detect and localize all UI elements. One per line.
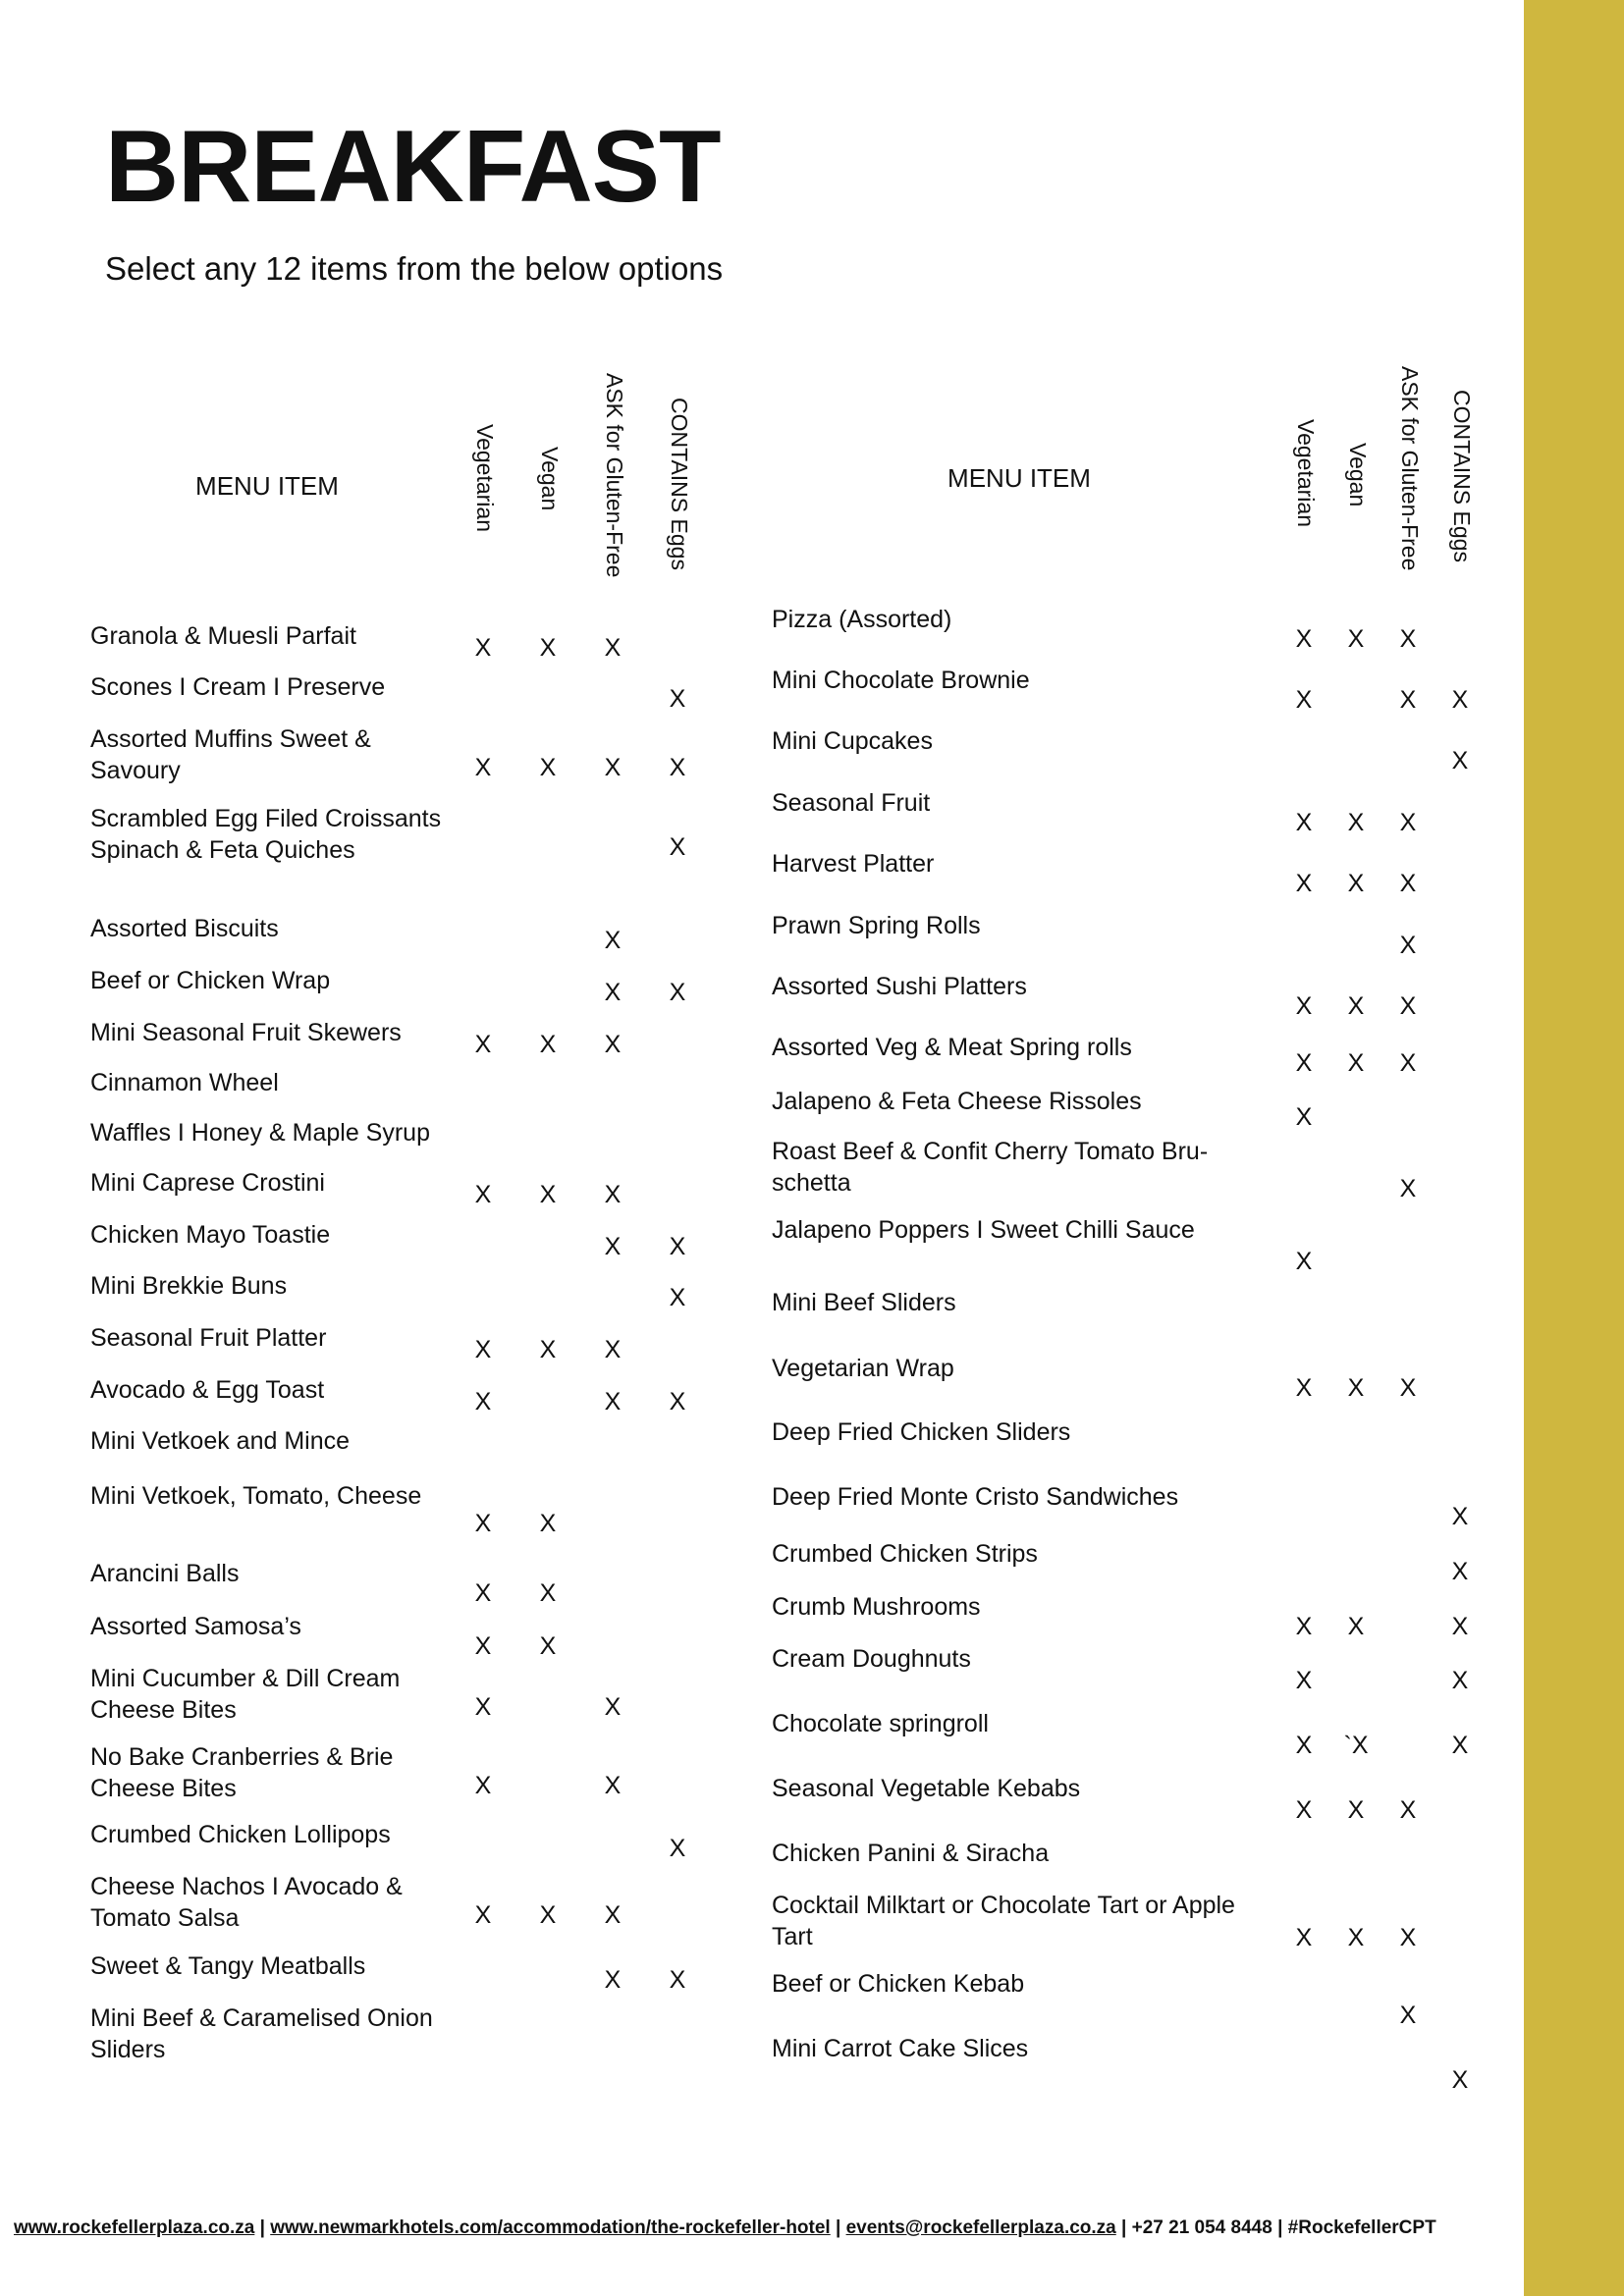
gluten-free-mark: X [1399,1049,1417,1077]
vegetarian-mark: X [474,1336,492,1363]
vegetarian-column-header: Vegetarian [1293,419,1319,527]
menu-item-name: Seasonal Fruit [772,789,931,817]
menu-item-name: Chicken Mayo Toastie [90,1221,331,1249]
contains-eggs-mark: X [669,685,686,713]
gluten-free-mark: X [604,1031,622,1058]
gluten-free-mark: X [1399,2002,1417,2029]
menu-item-name: Beef or Chicken Kebab [772,1970,1025,1998]
gluten-free-mark: X [604,927,622,954]
phone-number: +27 21 054 8448 [1131,2217,1272,2238]
contains-eggs-mark: X [1451,686,1469,714]
gluten-free-mark: X [604,1233,622,1260]
vegetarian-column-header: Vegetarian [472,424,498,532]
menu-item-name: Jalapeno Poppers I Sweet Chilli Sauce [772,1216,1195,1244]
vegan-mark: X [539,1901,557,1929]
contains-eggs-mark: X [669,1284,686,1311]
newmark-link[interactable]: www.newmarkhotels.com/accommodation/the-rockefeller-hotel [270,2217,831,2238]
menu-item-name: Cheese Nachos I Avocado & Tomato Salsa [90,1873,403,1932]
menu-item-name: Beef or Chicken Wrap [90,967,331,994]
menu-item-name: Waffles I Honey & Maple Syrup [90,1119,430,1147]
menu-item-column-header: MENU ITEM [947,463,1091,493]
email-link[interactable]: events@rockefellerplaza.co.za [845,2217,1116,2238]
footer-separator: | [1115,2217,1132,2238]
vegetarian-mark: X [1295,1613,1313,1640]
menu-item-name: Mini Vetkoek, Tomato, Cheese [90,1482,422,1510]
gluten-free-mark: X [1399,870,1417,897]
vegetarian-mark: X [474,1579,492,1607]
menu-item-name: Mini Vetkoek and Mince [90,1427,351,1455]
gluten-free-mark: X [604,634,622,662]
vegan-mark: X [539,1336,557,1363]
menu-item-name: Jalapeno & Feta Cheese Rissoles [772,1088,1142,1115]
menu-item-name: Seasonal Fruit Platter [90,1324,327,1352]
vegan-mark: X [539,754,557,781]
gluten-free-mark: X [604,1388,622,1415]
footer-separator: | [254,2217,271,2238]
vegan-mark: X [1347,870,1365,897]
gluten-free-mark: X [604,1336,622,1363]
gluten-free-mark: X [1399,625,1417,653]
vegetarian-mark: X [1295,1732,1313,1759]
vegetarian-mark: X [1295,1374,1313,1402]
menu-item-name: Assorted Biscuits [90,915,279,942]
vegan-mark: X [1347,809,1365,836]
vegetarian-mark: X [1295,686,1313,714]
menu-item-name: Deep Fried Chicken Sliders [772,1418,1071,1446]
vegan-mark: X [1347,1374,1365,1402]
vegetarian-mark: X [474,1693,492,1721]
contains-eggs-mark: X [669,1835,686,1862]
vegan-mark: `X [1343,1732,1369,1759]
menu-item-name: Mini Carrot Cake Slices [772,2035,1029,2062]
menu-item-column-header: MENU ITEM [195,471,339,501]
gluten-free-mark: X [1399,1796,1417,1824]
contains-eggs-mark: X [669,979,686,1006]
vegetarian-mark: X [1295,992,1313,1020]
gluten-free-mark: X [1399,1374,1417,1402]
vegan-column-header: Vegan [1345,443,1371,507]
contains-eggs-mark: X [669,1233,686,1260]
vegetarian-mark: X [474,634,492,662]
menu-item-name: Pizza (Assorted) [772,606,952,633]
footer [14,2217,1516,2239]
menu-item-name: Assorted Muffins Sweet & Savoury [90,725,371,784]
vegan-mark: X [539,1632,557,1660]
gluten-free-mark: X [604,1966,622,1994]
menu-item-name: Cinnamon Wheel [90,1069,279,1096]
gluten-free-column-header: ASK for Gluten-Free [1397,366,1423,571]
gluten-free-column-header: ASK for Gluten-Free [602,373,627,578]
hashtag: #RockefellerCPT [1287,2217,1436,2238]
menu-item-name: Mini Caprese Crostini [90,1169,325,1197]
gluten-free-mark: X [1399,932,1417,959]
vegan-mark: X [1347,1049,1365,1077]
menu-item-name: Chocolate springroll [772,1710,989,1737]
contains-eggs-mark: X [669,833,686,861]
page-subtitle: Select any 12 items from the below options [105,250,724,287]
contains-eggs-mark: X [1451,1613,1469,1640]
menu-item-name: Mini Chocolate Brownie [772,667,1030,694]
contains-eggs-mark: X [1451,1732,1469,1759]
vegetarian-mark: X [1295,1667,1313,1694]
vegetarian-mark: X [1295,1103,1313,1131]
menu-item-name: Crumbed Chicken Strips [772,1540,1038,1568]
menu-item-name: No Bake Cranberries & Brie Cheese Bites [90,1743,394,1802]
gluten-free-mark: X [1399,1175,1417,1202]
vegan-mark: X [539,1579,557,1607]
vegetarian-mark: X [1295,1248,1313,1275]
gluten-free-mark: X [1399,992,1417,1020]
vegan-mark: X [539,1181,557,1208]
gluten-free-mark: X [604,754,622,781]
gluten-free-mark: X [1399,1924,1417,1951]
gluten-free-mark: X [604,979,622,1006]
vegetarian-mark: X [1295,809,1313,836]
menu-item-name: Assorted Samosa’s [90,1613,301,1640]
contains-eggs-mark: X [669,1388,686,1415]
menu-item-name: Chicken Panini & Siracha [772,1840,1050,1867]
menu-item-name: Sweet & Tangy Meatballs [90,1952,366,1980]
contains-eggs-mark: X [1451,747,1469,774]
menu-item-name: Roast Beef & Confit Cherry Tomato Bru- schetta [772,1138,1209,1197]
menu-item-name: Crumbed Chicken Lollipops [90,1821,391,1848]
menu-item-name: Granola & Muesli Parfait [90,622,356,650]
vegan-mark: X [1347,1613,1365,1640]
contains-eggs-mark: X [1451,1503,1469,1530]
vegetarian-mark: X [1295,1924,1313,1951]
contains-eggs-mark: X [1451,1667,1469,1694]
vegan-mark: X [1347,1796,1365,1824]
menu-item-name: Mini Cucumber & Dill Cream Cheese Bites [90,1665,401,1724]
vegan-mark: X [539,1031,557,1058]
vegan-column-header: Vegan [537,447,563,511]
vegetarian-mark: X [474,1388,492,1415]
vegetarian-mark: X [474,1632,492,1660]
menu-item-name: Assorted Veg & Meat Spring rolls [772,1034,1132,1061]
menu-item-name: Prawn Spring Rolls [772,912,981,939]
menu-item-name: Seasonal Vegetable Kebabs [772,1775,1081,1802]
menu-item-name: Crumb Mushrooms [772,1593,981,1621]
page-title: BREAKFAST [105,110,721,224]
vegan-mark: X [1347,625,1365,653]
menu-item-name: Mini Beef & Caramelised Onion Sliders [90,2004,433,2063]
contains-eggs-column-header: CONTAINS Eggs [1449,390,1475,562]
gluten-free-mark: X [604,1901,622,1929]
vegan-mark: X [1347,992,1365,1020]
gluten-free-mark: X [604,1693,622,1721]
menu-item-name: Assorted Sushi Platters [772,973,1027,1000]
contains-eggs-mark: X [669,1966,686,1994]
vegetarian-mark: X [1295,1796,1313,1824]
menu-item-name: Arancini Balls [90,1560,240,1587]
menu-item-name: Cocktail Milktart or Chocolate Tart or Apple Tart [772,1892,1235,1950]
menu-item-name: Mini Brekkie Buns [90,1272,288,1300]
contains-eggs-mark: X [669,754,686,781]
vegetarian-mark: X [1295,870,1313,897]
vegetarian-mark: X [474,1772,492,1799]
gluten-free-mark: X [1399,809,1417,836]
vegetarian-mark: X [1295,1049,1313,1077]
menu-item-name: Mini Cupcakes [772,727,933,755]
contains-eggs-column-header: CONTAINS Eggs [667,398,692,570]
menu-item-name: Deep Fried Monte Cristo Sandwiches [772,1483,1179,1511]
vegan-mark: X [1347,1924,1365,1951]
menu-item-name: Scones I Cream I Preserve [90,673,386,701]
website-link[interactable]: www.rockefellerplaza.co.za [14,2217,255,2238]
vegan-mark: X [539,1510,557,1537]
gold-side-bar [1524,0,1624,2296]
vegan-mark: X [539,634,557,662]
menu-item-name: Mini Seasonal Fruit Skewers [90,1019,402,1046]
footer-separator: | [830,2217,846,2238]
gluten-free-mark: X [604,1181,622,1208]
vegetarian-mark: X [474,1510,492,1537]
vegetarian-mark: X [474,1901,492,1929]
gluten-free-mark: X [1399,686,1417,714]
menu-item-name: Cream Doughnuts [772,1645,971,1673]
menu-item-name: Scrambled Egg Filed Croissants Spinach & Feta Quiches [90,805,442,864]
vegetarian-mark: X [474,1181,492,1208]
gluten-free-mark: X [604,1772,622,1799]
menu-item-name: Harvest Platter [772,850,935,878]
menu-item-name: Vegetarian Wrap [772,1355,954,1382]
contains-eggs-mark: X [1451,2066,1469,2094]
menu-item-name: Avocado & Egg Toast [90,1376,325,1404]
footer-separator: | [1272,2217,1288,2238]
contains-eggs-mark: X [1451,1558,1469,1585]
vegetarian-mark: X [474,754,492,781]
vegetarian-mark: X [474,1031,492,1058]
menu-item-name: Mini Beef Sliders [772,1289,956,1316]
vegetarian-mark: X [1295,625,1313,653]
